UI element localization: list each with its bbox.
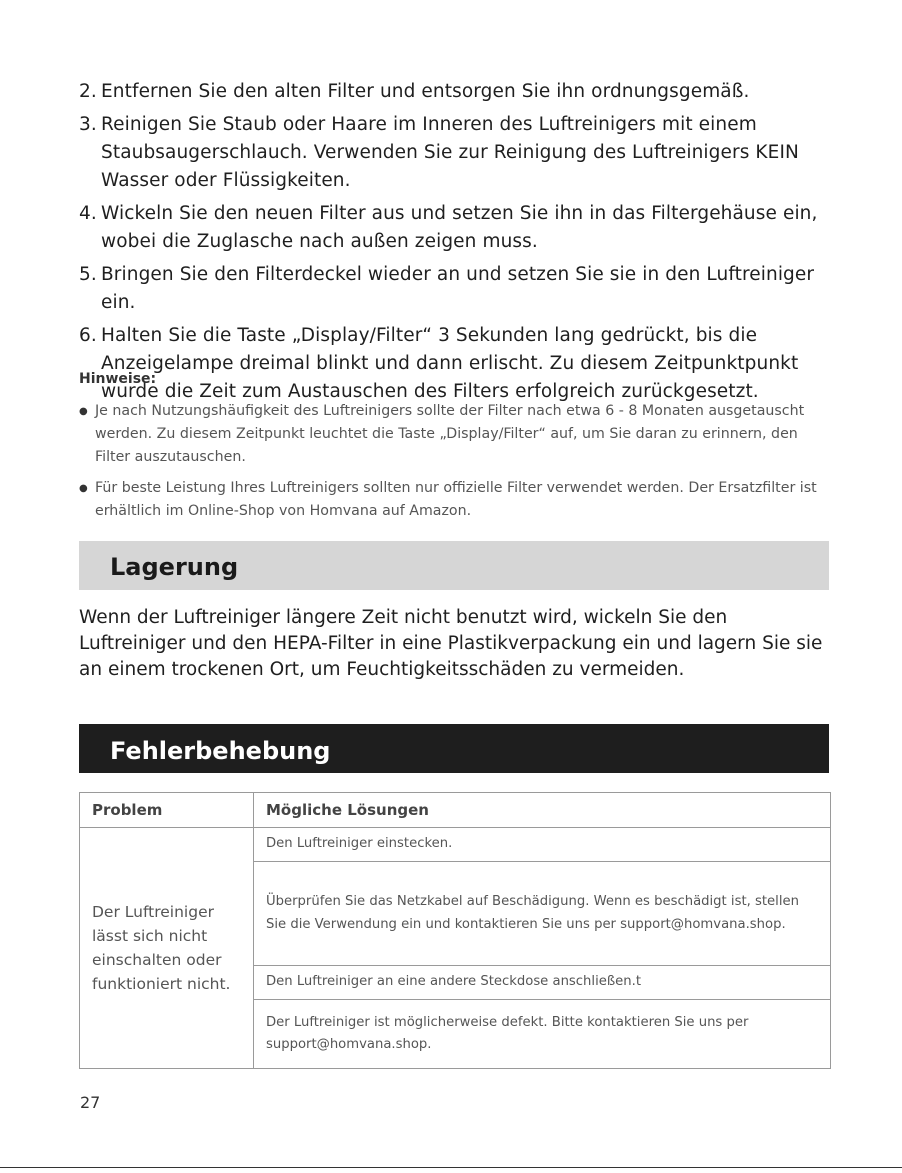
- note-text: Für beste Leistung Ihres Luftreinigers sollten nur offizielle Filter verwendet werden. Der Ersatzfilter ist erhältlich im Online-Shop von Homvana auf Amazon.: [95, 480, 817, 519]
- page-number: 27: [80, 1093, 101, 1112]
- step-number: 5.: [79, 264, 97, 285]
- column-header-problem: Problem: [80, 793, 254, 828]
- step-item: [79, 111, 831, 195]
- step-text: Reinigen Sie Staub oder Haare im Inneren des Luftreinigers mit einem Staubsaugerschlauch. Verwenden Sie zur Reinigung des Luftreinigers KEIN Wasser oder Flüssigkeiten.: [101, 114, 799, 191]
- section-heading-fehlerbehebung: Fehlerbehebung: [79, 724, 829, 773]
- bullet-icon: ●: [79, 483, 88, 494]
- solution-cell: Überprüfen Sie das Netzkabel auf Beschädigung. Wenn es beschädigt ist, stellen Sie die Verwendung ein und kontaktieren Sie uns per support@homvana.shop.: [254, 862, 831, 966]
- step-text: Entfernen Sie den alten Filter und entsorgen Sie ihn ordnungsgemäß.: [101, 81, 750, 102]
- instruction-steps: [79, 78, 831, 411]
- section-heading-lagerung: Lagerung: [79, 541, 829, 590]
- step-item: [79, 322, 831, 406]
- step-item: [79, 200, 831, 256]
- solution-cell: Den Luftreiniger an eine andere Steckdose anschließen.t: [254, 966, 831, 1000]
- table-row: [80, 828, 831, 862]
- problem-cell: Der Luftreiniger lässt sich nicht einschalten oder funktioniert nicht.: [80, 828, 254, 1069]
- step-text: Bringen Sie den Filterdeckel wieder an und setzen Sie sie in den Luftreiniger ein.: [101, 264, 815, 313]
- step-number: 6.: [79, 325, 97, 346]
- solution-cell: Der Luftreiniger ist möglicherweise defekt. Bitte kontaktieren Sie uns per support@homvana.shop.: [254, 1000, 831, 1069]
- step-item: [79, 261, 831, 317]
- table-header-row: [80, 793, 831, 828]
- notes-title: Hinweise:: [79, 371, 157, 387]
- page-bottom-divider: [0, 1167, 902, 1168]
- step-text: Wickeln Sie den neuen Filter aus und setzen Sie ihn in das Filtergehäuse ein, wobei die Zuglasche nach außen zeigen muss.: [101, 203, 818, 252]
- column-header-solutions: Mögliche Lösungen: [254, 793, 831, 828]
- note-item: [79, 400, 831, 469]
- note-item: [79, 477, 831, 523]
- step-item: [79, 78, 831, 106]
- solution-cell: Den Luftreiniger einstecken.: [254, 828, 831, 862]
- notes-list: [79, 400, 831, 531]
- troubleshooting-table: [79, 792, 831, 1069]
- step-number: 3.: [79, 114, 97, 135]
- note-text: Je nach Nutzungshäufigkeit des Luftreinigers sollte der Filter nach etwa 6 - 8 Monaten ausgetauscht werden. Zu diesem Zeitpunkt leuchtet die Taste „Display/Filter“ auf, um Sie daran zu erinnern, den Filter auszutauschen.: [95, 403, 805, 465]
- storage-paragraph: Wenn der Luftreiniger längere Zeit nicht benutzt wird, wickeln Sie den Luftreiniger und den HEPA-Filter in eine Plastikverpackung ein und lagern Sie sie an einem trockenen Ort, um Feuchtigkeitsschäden zu vermeiden.: [79, 607, 823, 680]
- step-number: 2.: [79, 81, 97, 102]
- step-text: Halten Sie die Taste „Display/Filter“ 3 Sekunden lang gedrückt, bis die Anzeigelampe dreimal blinkt und dann erlischt. Zu diesem Zeitpunktpunkt wurde die Zeit zum Austauschen des Filters erfolgreich zurückgesetzt.: [101, 325, 799, 402]
- bullet-icon: ●: [79, 406, 88, 417]
- step-number: 4.: [79, 203, 97, 224]
